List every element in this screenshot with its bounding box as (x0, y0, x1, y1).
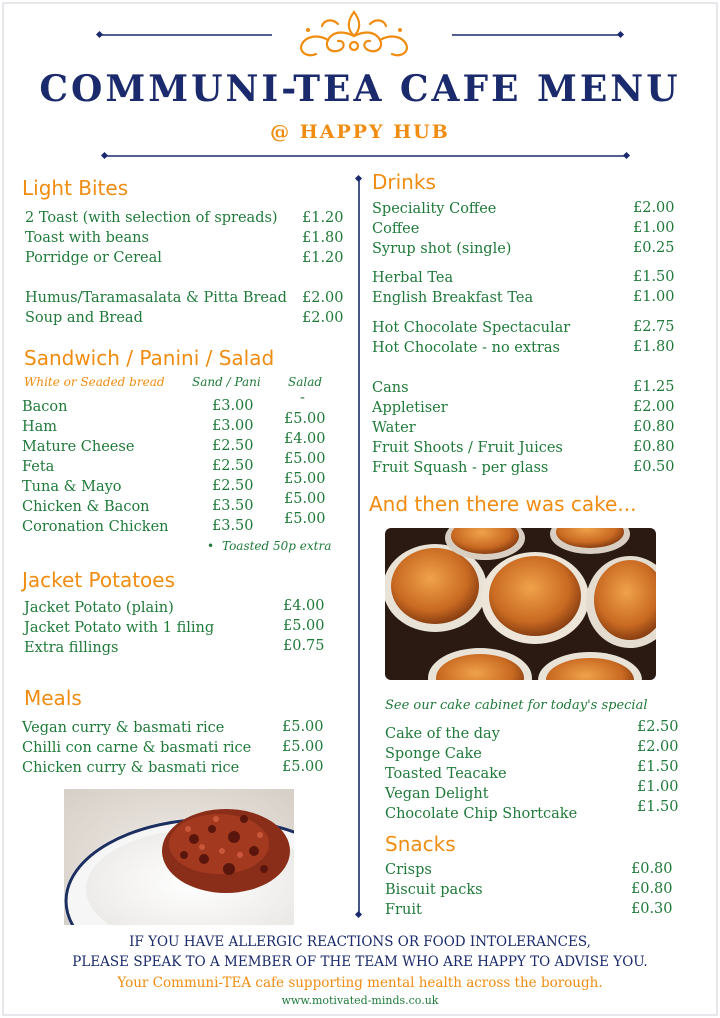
tagline: Your Communi-TEA cafe supporting mental health across the borough. (117, 975, 603, 991)
list-item: Speciality Coffee (372, 201, 497, 217)
salad-price: £5.00 (284, 511, 326, 527)
list-item: Vegan curry & basmati rice (22, 720, 225, 736)
item-price: £0.75 (283, 638, 325, 654)
item-price: £0.25 (633, 240, 675, 256)
item-price: £0.80 (633, 439, 675, 455)
allergy-notice-line1: IF YOU HAVE ALLERGIC REACTIONS OR FOOD INTOLERANCES, (129, 934, 591, 950)
list-item: Chilli con carne & basmati rice (22, 740, 252, 756)
menu-subtitle: @ HAPPY HUB (270, 121, 450, 143)
item-price: £2.00 (302, 290, 344, 306)
menu-title: COMMUNI-TEA CAFE MENU (39, 68, 681, 110)
toasted-note: Toasted 50p extra (222, 539, 332, 553)
drinks-heading: Drinks (372, 170, 436, 194)
item-price: £2.50 (637, 719, 679, 735)
list-item: Porridge or Cereal (25, 250, 162, 266)
sand-price: £2.50 (212, 478, 254, 494)
snacks-heading: Snacks (385, 832, 456, 856)
item-price: £1.00 (637, 779, 679, 795)
list-item: Toast with beans (25, 230, 149, 246)
cake-heading: And then there was cake... (369, 492, 637, 516)
bullet-icon: • (207, 539, 215, 553)
list-item: Chicken & Bacon (22, 499, 150, 515)
list-item: Cans (372, 380, 409, 396)
allergy-notice-line2: PLEASE SPEAK TO A MEMBER OF THE TEAM WHO ARE HAPPY TO ADVISE YOU. (72, 954, 648, 970)
list-item: Herbal Tea (372, 270, 454, 286)
website-link[interactable]: www.motivated-minds.co.uk (281, 994, 439, 1007)
col-salad-header: Salad (288, 375, 323, 389)
item-price: £0.80 (633, 419, 675, 435)
salad-price: £5.00 (284, 451, 326, 467)
header-divider-bottom (100, 151, 632, 161)
item-price: £1.50 (637, 759, 679, 775)
item-price: £1.25 (633, 379, 675, 395)
item-price: £0.80 (631, 861, 673, 877)
item-price: £1.80 (302, 230, 344, 246)
item-price: £0.30 (631, 901, 673, 917)
chilli-rice-photo (64, 789, 294, 925)
sandwich-heading: Sandwich / Panini / Salad (24, 346, 275, 370)
col-sand-header: Sand / Pani (192, 375, 261, 389)
list-item: Jacket Potato with 1 filing (24, 620, 215, 636)
list-item: Biscuit packs (385, 882, 483, 898)
item-price: £1.50 (633, 269, 675, 285)
list-item: Chocolate Chip Shortcake (385, 806, 578, 822)
item-price: £2.75 (633, 319, 675, 335)
list-item: Humus/Taramasalata & Pitta Bread (25, 290, 287, 306)
sand-price: £3.50 (212, 498, 254, 514)
item-price: £1.50 (637, 799, 679, 815)
list-item: Chicken curry & basmati rice (22, 760, 240, 776)
list-item: Feta (22, 459, 55, 475)
list-item: Syrup shot (single) (372, 241, 512, 257)
salad-price: £5.00 (284, 411, 326, 427)
item-price: £5.00 (282, 759, 324, 775)
salad-price: £5.00 (284, 491, 326, 507)
list-item: Toasted Teacake (385, 766, 507, 782)
item-price: £0.50 (633, 459, 675, 475)
item-price: £2.00 (302, 310, 344, 326)
item-price: £5.00 (283, 618, 325, 634)
list-item: Cake of the day (385, 726, 500, 742)
list-item: Coronation Chicken (22, 519, 169, 535)
list-item: Hot Chocolate - no extras (372, 340, 560, 356)
cupcakes-photo (385, 528, 656, 680)
bread-note: White or Seaded bread (24, 375, 165, 389)
salad-price: £4.00 (284, 431, 326, 447)
sand-price: £2.50 (212, 458, 254, 474)
light-bites-heading: Light Bites (22, 176, 129, 200)
jacket-heading: Jacket Potatoes (22, 568, 176, 592)
item-price: £1.80 (633, 339, 675, 355)
sand-price: £3.00 (212, 418, 254, 434)
meals-heading: Meals (24, 686, 82, 710)
list-item: Ham (22, 419, 58, 435)
list-item: Coffee (372, 221, 420, 237)
sand-price: £2.50 (212, 438, 254, 454)
column-divider (354, 174, 364, 920)
list-item: Jacket Potato (plain) (24, 600, 174, 616)
salad-price: £5.00 (284, 471, 326, 487)
item-price: £1.20 (302, 210, 344, 226)
item-price: £1.00 (633, 289, 675, 305)
item-price: £1.00 (633, 220, 675, 236)
item-price: £0.80 (631, 881, 673, 897)
list-item: Soup and Bread (25, 310, 143, 326)
list-item: Fruit Shoots / Fruit Juices (372, 440, 563, 456)
sand-price: £3.50 (212, 518, 254, 534)
list-item: Vegan Delight (385, 786, 489, 802)
list-item: Bacon (22, 399, 68, 415)
list-item: Appletiser (372, 400, 448, 416)
item-price: £1.20 (302, 250, 344, 266)
list-item: 2 Toast (with selection of spreads) (25, 210, 278, 226)
header-divider-top (96, 30, 626, 40)
item-price: £4.00 (283, 598, 325, 614)
list-item: Crisps (385, 862, 432, 878)
item-price: £5.00 (282, 719, 324, 735)
list-item: Mature Cheese (22, 439, 135, 455)
salad-price: - (300, 390, 305, 406)
item-price: £2.00 (637, 739, 679, 755)
sand-price: £3.00 (212, 398, 254, 414)
list-item: Hot Chocolate Spectacular (372, 320, 571, 336)
cake-cabinet-note: See our cake cabinet for today's special (385, 698, 648, 713)
list-item: Water (372, 420, 416, 436)
list-item: Fruit Squash - per glass (372, 460, 549, 476)
list-item: English Breakfast Tea (372, 290, 534, 306)
list-item: Extra fillings (24, 640, 119, 656)
item-price: £2.00 (633, 399, 675, 415)
list-item: Fruit (385, 902, 422, 918)
item-price: £5.00 (282, 739, 324, 755)
item-price: £2.00 (633, 200, 675, 216)
list-item: Tuna & Mayo (22, 479, 122, 495)
list-item: Sponge Cake (385, 746, 482, 762)
